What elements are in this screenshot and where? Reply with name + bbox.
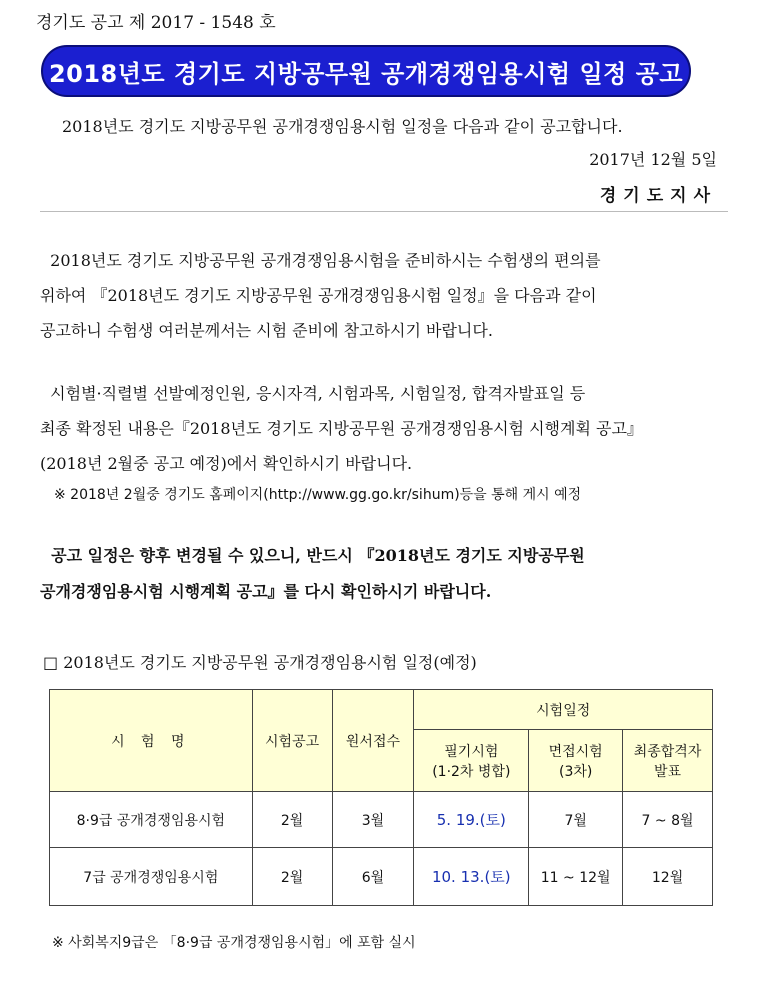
cell-announcement: 2월 — [252, 848, 332, 906]
paragraph-line: 위하여 『2018년도 경기도 지방공무원 공개경쟁임용시험 일정』을 다음과 같이 — [40, 286, 597, 305]
header-line: 면접시험 — [548, 743, 603, 760]
cell-application: 3월 — [332, 792, 414, 848]
table-row — [50, 848, 713, 906]
paragraph-line: 시험별·직렬별 선발예정인원, 응시자격, 시험과목, 시험일정, 합격자발표일 등 — [40, 384, 586, 403]
paragraph-line: 공고하니 수험생 여러분께서는 시험 준비에 참고하시기 바랍니다. — [40, 321, 493, 340]
announcement-date: 2017년 12월 5일 — [589, 150, 717, 169]
cell-written-date: 5. 19.(토) — [414, 792, 529, 848]
cell-final: 7 ~ 8월 — [623, 792, 713, 848]
schedule-table — [49, 689, 713, 906]
notice-line: 공개경쟁임용시험 시행계획 공고』를 다시 확인하시기 바랍니다. — [40, 582, 492, 601]
header-line: 최종합격자 — [633, 743, 702, 760]
paragraph-intro — [40, 243, 720, 348]
header-announcement: 시험공고 — [252, 690, 332, 792]
header-application: 원서접수 — [332, 690, 414, 792]
change-notice — [40, 538, 585, 610]
cell-interview: 11 ~ 12월 — [529, 848, 623, 906]
cell-exam-name: 7급 공개경쟁임용시험 — [50, 848, 253, 906]
paragraph-line: 최종 확정된 내용은『2018년도 경기도 지방공무원 공개경쟁임용시험 시행계획 공고』 — [40, 419, 643, 438]
page-title: 2018년도 경기도 지방공무원 공개경쟁임용시험 일정 공고 — [48, 59, 684, 88]
cell-application: 6월 — [332, 848, 414, 906]
header-line: (3차) — [558, 763, 593, 780]
homepage-note: ※ 2018년 2월중 경기도 홈페이지(http://www.gg.go.kr/sihum)등을 통해 게시 예정 — [54, 487, 582, 503]
section-title: □ 2018년도 경기도 지방공무원 공개경쟁임용시험 일정(예정) — [43, 653, 477, 672]
header-exam-name: 시 험 명 — [50, 690, 253, 792]
title-banner — [41, 45, 691, 97]
header-divider — [40, 211, 728, 212]
paragraph-details — [40, 376, 720, 481]
footnote: ※ 사회복지9급은 「8·9급 공개경쟁임용시험」에 포함 실시 — [52, 935, 416, 951]
header-final-result — [623, 730, 713, 792]
header-line: 필기시험 — [444, 743, 499, 760]
header-written-exam — [414, 730, 529, 792]
intro-sentence: 2018년도 경기도 지방공무원 공개경쟁임용시험 일정을 다음과 같이 공고합니다. — [62, 117, 623, 136]
cell-final: 12월 — [623, 848, 713, 906]
header-schedule-group: 시험일정 — [414, 690, 713, 730]
cell-interview: 7월 — [529, 792, 623, 848]
notice-line: 공고 일정은 향후 변경될 수 있으니, 반드시 『2018년도 경기도 지방공무원 — [40, 546, 585, 565]
cell-exam-name: 8·9급 공개경쟁임용시험 — [50, 792, 253, 848]
header-line: 발표 — [654, 763, 682, 780]
table-row — [50, 792, 713, 848]
paragraph-line: (2018년 2월중 공고 예정)에서 확인하시기 바랍니다. — [40, 454, 413, 473]
cell-written-date: 10. 13.(토) — [414, 848, 529, 906]
document-number: 경기도 공고 제 2017 - 1548 호 — [36, 13, 276, 33]
paragraph-line: 2018년도 경기도 지방공무원 공개경쟁임용시험을 준비하시는 수험생의 편의를 — [40, 251, 601, 270]
cell-announcement: 2월 — [252, 792, 332, 848]
issuer-signature: 경기도지사 — [599, 186, 717, 206]
header-interview — [529, 730, 623, 792]
header-line: (1·2차 병합) — [432, 763, 511, 780]
